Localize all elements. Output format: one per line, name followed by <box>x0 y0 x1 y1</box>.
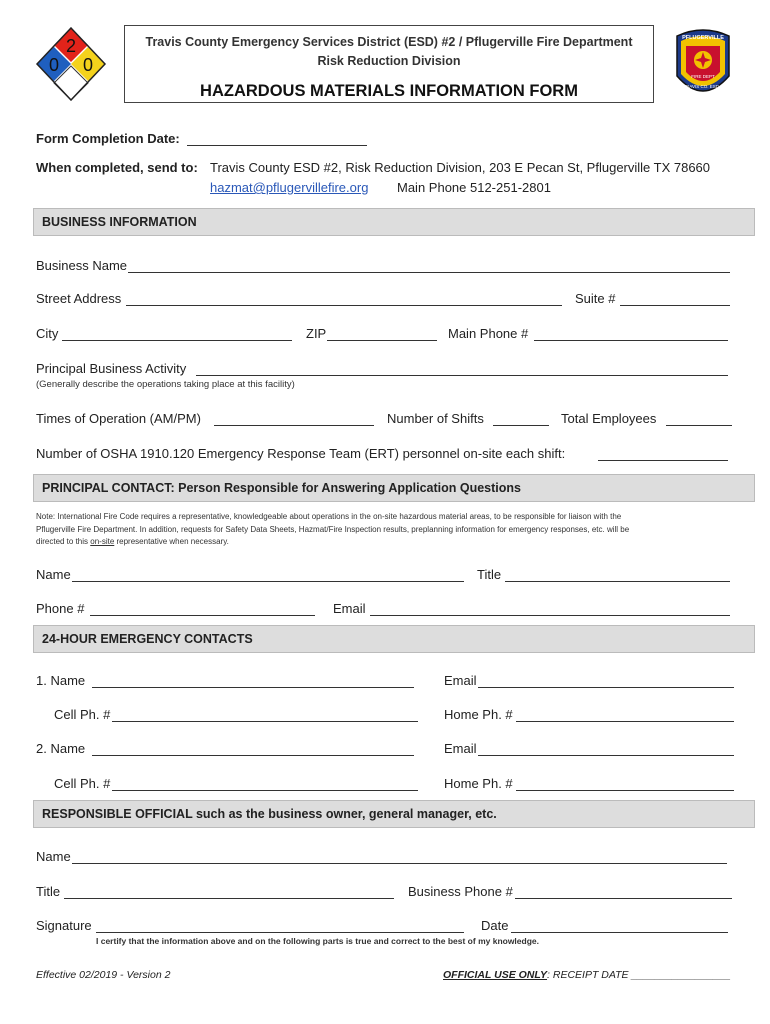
contact2-home-label: Home Ph. # <box>444 776 513 791</box>
business-name-label: Business Name <box>36 258 128 273</box>
contact2-home-field[interactable] <box>516 790 734 791</box>
suite-field[interactable] <box>620 305 730 306</box>
suite-label: Suite # <box>575 291 616 306</box>
business-phone-label: Business Phone # <box>408 884 513 899</box>
business-phone-field[interactable] <box>515 898 732 899</box>
contact1-name-field[interactable] <box>92 687 414 688</box>
contact-title-label: Title <box>477 567 502 582</box>
official-name-field[interactable] <box>72 863 727 864</box>
contact-phone-field[interactable] <box>90 615 315 616</box>
principal-contact-note: Note: International Fire Code requires a representative, knowledgeable about operations in the on-site hazardous material areas, to be responsible for liaison with the Pflugerville Fire Department. In addition, requests for Safety Data Sheets, Hazmat/Fire Inspection results, preplanning information for emergency responses, etc. will be directed to this on-site representative when necessary. <box>36 512 630 546</box>
contact2-email-label: Email <box>444 741 477 756</box>
zip-field[interactable] <box>327 340 437 341</box>
contact1-cell-label: Cell Ph. # <box>54 707 111 722</box>
contact-name-field[interactable] <box>72 581 464 582</box>
osha-ert-field[interactable] <box>598 460 728 461</box>
contact-email-label: Email <box>333 601 366 616</box>
city-field[interactable] <box>62 340 292 341</box>
svg-text:TRAVIS CO. ESD 2: TRAVIS CO. ESD 2 <box>683 84 723 89</box>
business-information-header: BUSINESS INFORMATION <box>33 208 755 236</box>
contact2-email-field[interactable] <box>478 755 734 756</box>
nfpa-diamond-icon <box>34 27 108 101</box>
contact-email-field[interactable] <box>370 615 730 616</box>
official-title-field[interactable] <box>64 898 394 899</box>
certification-statement: I certify that the information above and on the following parts is true and correct to the best of my knowledge. <box>96 936 539 946</box>
number-of-shifts-field[interactable] <box>493 425 549 426</box>
contact2-name-field[interactable] <box>92 755 414 756</box>
contact-phone-label: Phone # <box>36 601 85 616</box>
completion-date-field[interactable] <box>187 145 367 146</box>
signature-field[interactable] <box>96 932 464 933</box>
principal-activity-label: Principal Business Activity <box>36 361 187 376</box>
contact-title-field[interactable] <box>505 581 730 582</box>
responsible-official-header: RESPONSIBLE OFFICIAL such as the business owner, general manager, etc. <box>33 800 755 828</box>
header-organization: Travis County Emergency Services District (ESD) #2 / Pflugerville Fire Department <box>145 35 633 49</box>
total-employees-field[interactable] <box>666 425 732 426</box>
header-box <box>124 25 654 103</box>
main-phone-text: Main Phone 512-251-2801 <box>397 180 551 195</box>
date-label: Date <box>481 918 509 933</box>
street-address-field[interactable] <box>126 305 562 306</box>
times-of-operation-field[interactable] <box>214 425 374 426</box>
contact1-home-label: Home Ph. # <box>444 707 513 722</box>
date-field[interactable] <box>511 932 728 933</box>
contact2-name-label: 2. Name <box>36 741 86 756</box>
osha-ert-label: Number of OSHA 1910.120 Emergency Response Team (ERT) personnel on-site each shift: <box>36 446 566 461</box>
contact1-email-label: Email <box>444 673 477 688</box>
nfpa-right-number: 0 <box>82 55 94 75</box>
main-phone-field[interactable] <box>534 340 728 341</box>
main-phone-label: Main Phone # <box>448 326 529 341</box>
nfpa-top-number: 2 <box>65 36 77 56</box>
number-of-shifts-label: Number of Shifts <box>387 411 484 426</box>
official-title-label: Title <box>36 884 61 899</box>
official-name-label: Name <box>36 849 71 864</box>
official-use-receipt: OFFICIAL USE ONLY: RECEIPT DATE _________________ <box>443 969 731 981</box>
city-label: City <box>36 326 59 341</box>
contact2-cell-field[interactable] <box>112 790 418 791</box>
contact-name-label: Name <box>36 567 71 582</box>
street-address-label: Street Address <box>36 291 122 306</box>
principal-activity-field[interactable] <box>196 375 728 376</box>
send-to-address: Travis County ESD #2, Risk Reduction Division, 203 E Pecan St, Pflugerville TX 78660 <box>210 160 711 175</box>
fire-department-badge-logo <box>672 26 734 102</box>
contact1-name-label: 1. Name <box>36 673 86 688</box>
contact1-email-field[interactable] <box>478 687 734 688</box>
activity-hint: (Generally describe the operations taking place at this facility) <box>36 379 295 390</box>
hazmat-email-link[interactable]: hazmat@pflugervillefire.org <box>210 180 369 195</box>
contact2-cell-label: Cell Ph. # <box>54 776 111 791</box>
principal-contact-header: PRINCIPAL CONTACT: Person Responsible for Answering Application Questions <box>33 474 755 502</box>
contact1-cell-field[interactable] <box>112 721 418 722</box>
svg-text:PFLUGERVILLE: PFLUGERVILLE <box>682 35 724 41</box>
page-title: HAZARDOUS MATERIALS INFORMATION FORM <box>200 82 578 100</box>
contact1-home-field[interactable] <box>516 721 734 722</box>
nfpa-left-number: 0 <box>48 55 60 75</box>
zip-label: ZIP <box>306 326 327 341</box>
total-employees-label: Total Employees <box>561 411 657 426</box>
send-to-label: When completed, send to: <box>36 160 198 175</box>
signature-label: Signature <box>36 918 92 933</box>
svg-text:FIRE DEPT: FIRE DEPT <box>691 74 715 79</box>
effective-version: Effective 02/2019 - Version 2 <box>36 969 171 981</box>
completion-date-label: Form Completion Date: <box>36 131 180 146</box>
times-of-operation-label: Times of Operation (AM/PM) <box>36 411 201 426</box>
header-division: Risk Reduction Division <box>317 54 461 68</box>
business-name-field[interactable] <box>128 272 730 273</box>
emergency-contacts-header: 24-HOUR EMERGENCY CONTACTS <box>33 625 755 653</box>
